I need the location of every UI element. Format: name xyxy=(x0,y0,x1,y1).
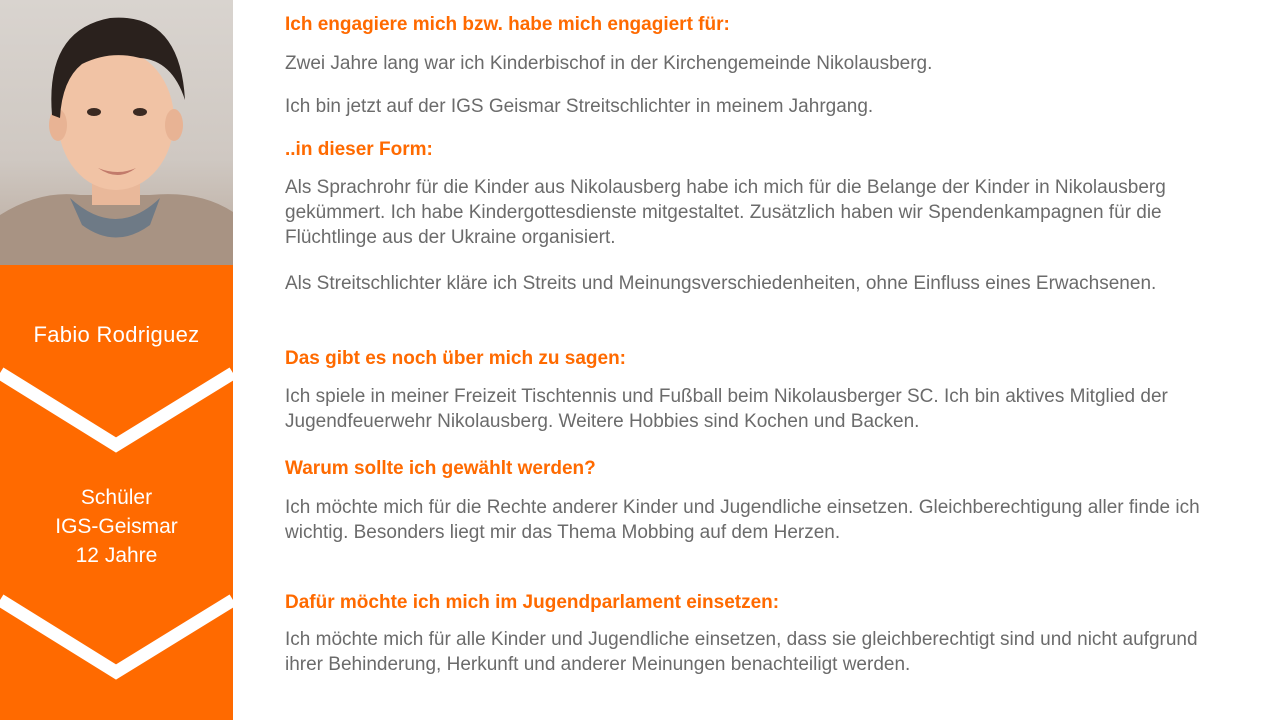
goals-paragraph: Ich möchte mich für alle Kinder und Jugendliche einsetzen, dass sie gleichberechtigt sind und nicht aufgrund ihrer Behinderung, Herkunft und anderer Meinungen benachteiligt werden. xyxy=(285,629,1198,675)
candidate-info xyxy=(0,483,233,570)
form-paragraph-2: Als Streitschlichter kläre ich Streits und Meinungsverschiedenheiten, ohne Einfluss eines Erwachsenen. xyxy=(285,273,1157,294)
info-school: IGS-Geismar xyxy=(55,515,178,538)
sidebar-panel xyxy=(0,0,233,720)
about-paragraph: Ich spiele in meiner Freizeit Tischtennis und Fußball beim Nikolausberger SC. Ich bin aktives Mitglied der Jugendfeuerwehr Nikolausberg. Weitere Hobbies sind Kochen und Backen. xyxy=(285,386,1168,432)
info-age: 12 Jahre xyxy=(75,544,158,567)
engagement-paragraph-2: Ich bin jetzt auf der IGS Geismar Streitschlichter in meinem Jahrgang. xyxy=(285,96,874,117)
chevron-divider-top xyxy=(0,365,233,455)
info-role: Schüler xyxy=(80,486,153,509)
why-paragraph: Ich möchte mich für die Rechte anderer Kinder und Jugendliche einsetzen. Gleichberechtigung aller finde ich wichtig. Besonders liegt mir das Thema Mobbing auf dem Herzen. xyxy=(285,497,1200,543)
portrait-photo xyxy=(0,0,233,265)
candidate-name: Fabio Rodriguez xyxy=(33,322,200,347)
form-paragraph-1: Als Sprachrohr für die Kinder aus Nikolausberg habe ich mich für die Belange der Kinder in Nikolausberg gekümmert. Ich habe Kindergottesdienste mitgestaltet. Zusätzlich haben wir Spendenkampagnen für die Flüchtlinge aus der Ukraine organisiert. xyxy=(285,177,1166,248)
section-heading-why: Warum sollte ich gewählt werden? xyxy=(285,458,596,479)
chevron-divider-bottom xyxy=(0,592,233,682)
section-heading-about: Das gibt es noch über mich zu sagen: xyxy=(285,348,627,369)
section-heading-goals: Dafür möchte ich mich im Jugendparlament einsetzen: xyxy=(285,592,780,613)
engagement-paragraph-1: Zwei Jahre lang war ich Kinderbischof in der Kirchengemeinde Nikolausberg. xyxy=(285,53,933,74)
section-heading-engagement: Ich engagiere mich bzw. habe mich engagiert für: xyxy=(285,14,730,35)
portrait-illustration xyxy=(0,0,233,265)
section-heading-form: ..in dieser Form: xyxy=(285,139,433,160)
